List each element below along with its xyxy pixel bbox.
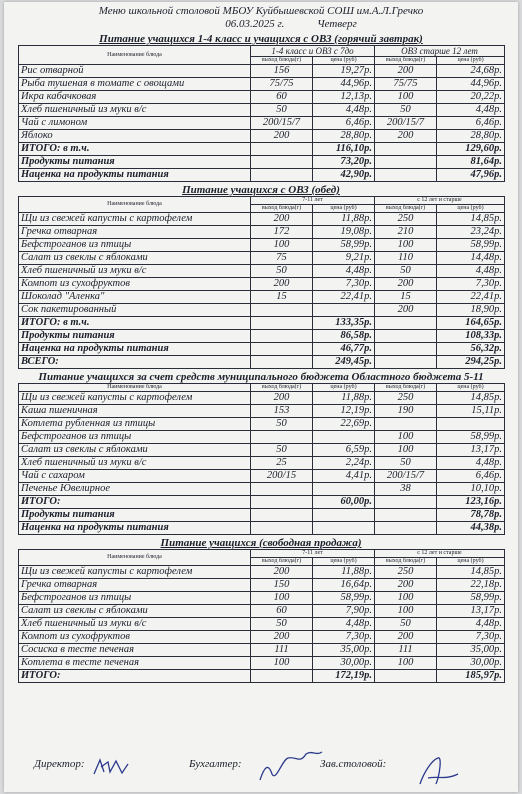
- portion-cell: 200: [251, 278, 313, 291]
- total-row: [19, 330, 505, 343]
- dish-name-cell: ВСЕГО:: [19, 356, 251, 369]
- price-cell: 46,77р.: [313, 343, 375, 356]
- dish-name-cell: Сосиска в тесте печеная: [19, 644, 251, 657]
- head-canteen-label: Зав.столовой:: [320, 758, 387, 770]
- head-canteen-signature: [414, 754, 464, 788]
- dish-name-cell: Щи из свежей капусты с картофелем: [19, 213, 251, 226]
- price-cell: 86,58р.: [313, 330, 375, 343]
- price-cell: 56,32р.: [437, 343, 505, 356]
- column-header-dish: Наименование блюда: [19, 550, 251, 566]
- dish-name-cell: Салат из свеклы с яблоками: [19, 444, 251, 457]
- portion-cell: 200: [375, 631, 437, 644]
- dish-row: [19, 483, 505, 496]
- price-cell: 47,96р.: [437, 169, 505, 182]
- dish-row: [19, 566, 505, 579]
- price-cell: 294,25р.: [437, 356, 505, 369]
- column-subheader: выход блюда(г): [375, 205, 437, 213]
- portion-cell: [375, 496, 437, 509]
- total-row: [19, 317, 505, 330]
- price-cell: 35,00р.: [313, 644, 375, 657]
- portion-cell: 250: [375, 566, 437, 579]
- price-cell: 129,60р.: [437, 143, 505, 156]
- dish-name-cell: Продукты питания: [19, 330, 251, 343]
- price-cell: 14,85р.: [437, 566, 505, 579]
- dish-row: [19, 117, 505, 130]
- total-row: [19, 343, 505, 356]
- portion-cell: 50: [251, 618, 313, 631]
- portion-cell: 50: [251, 444, 313, 457]
- column-header-dish: Наименование блюда: [19, 46, 251, 65]
- price-cell: 78,78р.: [437, 509, 505, 522]
- dish-row: [19, 431, 505, 444]
- dish-row: [19, 618, 505, 631]
- portion-cell: [375, 156, 437, 169]
- portion-cell: [375, 509, 437, 522]
- menu-date-line: [64, 18, 518, 31]
- dish-row: [19, 392, 505, 405]
- price-cell: 60,00р.: [313, 496, 375, 509]
- group-header-1: 7-11 лет: [251, 550, 375, 558]
- dish-name-cell: Шоколад "Аленка": [19, 291, 251, 304]
- menu-day: Четверг: [317, 18, 357, 30]
- column-subheader: выход блюда(г): [375, 384, 437, 392]
- column-subheader: выход блюда(г): [251, 558, 313, 566]
- price-cell: 15,11р.: [437, 405, 505, 418]
- price-cell: 116,10р.: [313, 143, 375, 156]
- portion-cell: 100: [375, 605, 437, 618]
- dish-row: [19, 657, 505, 670]
- dish-name-cell: Продукты питания: [19, 509, 251, 522]
- price-cell: [313, 483, 375, 496]
- portion-cell: 200/15: [251, 470, 313, 483]
- portion-cell: 100: [375, 91, 437, 104]
- portion-cell: 15: [375, 291, 437, 304]
- price-cell: 7,30р.: [313, 631, 375, 644]
- price-cell: 4,48р.: [313, 618, 375, 631]
- total-row: [19, 509, 505, 522]
- portion-cell: 50: [375, 618, 437, 631]
- price-cell: 2,24р.: [313, 457, 375, 470]
- price-cell: 11,88р.: [313, 213, 375, 226]
- dish-row: [19, 605, 505, 618]
- portion-cell: [375, 330, 437, 343]
- column-subheader: цена (руб): [437, 384, 505, 392]
- portion-cell: 210: [375, 226, 437, 239]
- portion-cell: 60: [251, 605, 313, 618]
- price-cell: 73,20р.: [313, 156, 375, 169]
- price-cell: 6,46р.: [313, 117, 375, 130]
- portion-cell: 111: [375, 644, 437, 657]
- dish-row: [19, 278, 505, 291]
- price-cell: 9,21р.: [313, 252, 375, 265]
- dish-name-cell: Щи из свежей капусты с картофелем: [19, 392, 251, 405]
- price-cell: 19,08р.: [313, 226, 375, 239]
- portion-cell: [251, 356, 313, 369]
- price-cell: 19,27р.: [313, 65, 375, 78]
- portion-cell: 75/75: [375, 78, 437, 91]
- group-header-2: ОВЗ старше 12 лет: [375, 46, 505, 57]
- dish-row: [19, 444, 505, 457]
- price-cell: 58,99р.: [437, 431, 505, 444]
- price-cell: 14,48р.: [437, 252, 505, 265]
- portion-cell: 50: [251, 265, 313, 278]
- menu-sheet: [4, 2, 518, 792]
- dish-row: [19, 252, 505, 265]
- dish-row: [19, 304, 505, 317]
- price-cell: 6,46р.: [437, 470, 505, 483]
- price-cell: 44,96р.: [437, 78, 505, 91]
- price-cell: 28,80р.: [313, 130, 375, 143]
- dish-row: [19, 213, 505, 226]
- dish-name-cell: Компот из сухофруктов: [19, 278, 251, 291]
- group-header-2: с 12 лет и старше: [375, 550, 505, 558]
- portion-cell: 200: [251, 392, 313, 405]
- portion-cell: 156: [251, 65, 313, 78]
- portion-cell: 200: [251, 213, 313, 226]
- dish-row: [19, 226, 505, 239]
- price-cell: 13,17р.: [437, 444, 505, 457]
- column-subheader: выход блюда(г): [251, 57, 313, 65]
- price-cell: 20,22р.: [437, 91, 505, 104]
- portion-cell: 250: [375, 213, 437, 226]
- total-row: [19, 156, 505, 169]
- portion-cell: [251, 304, 313, 317]
- dish-name-cell: Рис отварной: [19, 65, 251, 78]
- price-cell: 22,41р.: [437, 291, 505, 304]
- section2-title: Питание учащихся с ОВЗ (обед): [182, 184, 340, 196]
- portion-cell: 100: [251, 239, 313, 252]
- price-cell: 24,68р.: [437, 65, 505, 78]
- price-cell: 6,46р.: [437, 117, 505, 130]
- dish-row: [19, 291, 505, 304]
- price-cell: 11,88р.: [313, 566, 375, 579]
- portion-cell: 50: [375, 457, 437, 470]
- dish-row: [19, 65, 505, 78]
- total-row: [19, 356, 505, 369]
- portion-cell: 200: [251, 566, 313, 579]
- portion-cell: [375, 670, 437, 683]
- price-cell: [437, 418, 505, 431]
- column-subheader: цена (руб): [313, 558, 375, 566]
- menu-date: 06.03.2025 г.: [225, 18, 285, 30]
- portion-cell: 190: [375, 405, 437, 418]
- dish-name-cell: Наценка на продукты питания: [19, 343, 251, 356]
- dish-row: [19, 418, 505, 431]
- portion-cell: 100: [375, 431, 437, 444]
- portion-cell: 100: [375, 657, 437, 670]
- signature-footer: [34, 758, 514, 788]
- portion-cell: [375, 169, 437, 182]
- price-cell: 30,00р.: [313, 657, 375, 670]
- portion-cell: 100: [375, 239, 437, 252]
- dish-name-cell: ИТОГО:: [19, 496, 251, 509]
- price-cell: 10,10р.: [437, 483, 505, 496]
- price-cell: 133,35р.: [313, 317, 375, 330]
- column-subheader: цена (руб): [437, 205, 505, 213]
- dish-name-cell: Хлеб пшеничный из муки в/с: [19, 618, 251, 631]
- portion-cell: 200: [251, 130, 313, 143]
- dish-name-cell: Хлеб пшеничный из муки в/с: [19, 457, 251, 470]
- group-header-2: с 12 лет и старше: [375, 197, 505, 205]
- accountant-label: Бухгалтер:: [189, 758, 242, 770]
- price-cell: 12,13р.: [313, 91, 375, 104]
- accountant-signature: [256, 748, 326, 784]
- price-cell: 13,17р.: [437, 605, 505, 618]
- price-cell: 172,19р.: [313, 670, 375, 683]
- total-row: [19, 169, 505, 182]
- portion-cell: 38: [375, 483, 437, 496]
- portion-cell: [251, 522, 313, 535]
- portion-cell: 100: [251, 592, 313, 605]
- dish-name-cell: Котлета в тесте печеная: [19, 657, 251, 670]
- portion-cell: 250: [375, 392, 437, 405]
- portion-cell: 200: [251, 631, 313, 644]
- dish-name-cell: Печенье Ювелирное: [19, 483, 251, 496]
- portion-cell: 75/75: [251, 78, 313, 91]
- price-cell: 6,59р.: [313, 444, 375, 457]
- dish-row: [19, 130, 505, 143]
- dish-name-cell: ИТОГО: в т.ч.: [19, 143, 251, 156]
- portion-cell: 50: [251, 418, 313, 431]
- price-cell: 23,24р.: [437, 226, 505, 239]
- portion-cell: 75: [251, 252, 313, 265]
- dish-name-cell: Гречка отварная: [19, 226, 251, 239]
- dish-name-cell: Хлеб пшеничный из муки в/с: [19, 104, 251, 117]
- portion-cell: [251, 431, 313, 444]
- portion-cell: 200: [375, 278, 437, 291]
- section4-title: Питание учащихся (свободная продажа): [160, 537, 362, 549]
- portion-cell: [251, 509, 313, 522]
- portion-cell: 50: [375, 265, 437, 278]
- portion-cell: [375, 418, 437, 431]
- price-cell: [313, 522, 375, 535]
- price-cell: 4,48р.: [437, 457, 505, 470]
- director-signature: [92, 756, 132, 778]
- price-cell: 4,48р.: [437, 265, 505, 278]
- dish-name-cell: Хлеб пшеничный из муки в/с: [19, 265, 251, 278]
- price-cell: 81,64р.: [437, 156, 505, 169]
- dish-name-cell: Продукты питания: [19, 156, 251, 169]
- price-cell: 7,30р.: [437, 631, 505, 644]
- dish-row: [19, 644, 505, 657]
- total-row: [19, 143, 505, 156]
- price-cell: 4,48р.: [313, 265, 375, 278]
- price-cell: 28,80р.: [437, 130, 505, 143]
- dish-row: [19, 592, 505, 605]
- dish-name-cell: Наценка на продукты питания: [19, 169, 251, 182]
- director-label: Директор:: [34, 758, 85, 770]
- dish-name-cell: Чай с лимоном: [19, 117, 251, 130]
- dish-name-cell: Котлета рубленная из птицы: [19, 418, 251, 431]
- price-cell: 44,38р.: [437, 522, 505, 535]
- dish-name-cell: Наценка на продукты питания: [19, 522, 251, 535]
- dish-row: [19, 631, 505, 644]
- portion-cell: 200: [375, 304, 437, 317]
- portion-cell: 100: [375, 592, 437, 605]
- dish-name-cell: Икра кабачковая: [19, 91, 251, 104]
- dish-name-cell: Рыба тушеная в томате с овощами: [19, 78, 251, 91]
- group-header-1: 1-4 класс и ОВЗ с 7до: [251, 46, 375, 57]
- column-subheader: цена (руб): [437, 558, 505, 566]
- price-cell: [313, 431, 375, 444]
- portion-cell: 200/15/7: [375, 470, 437, 483]
- dish-name-cell: Компот из сухофруктов: [19, 631, 251, 644]
- portion-cell: 200: [375, 579, 437, 592]
- portion-cell: 200/15/7: [375, 117, 437, 130]
- column-subheader: цена (руб): [313, 57, 375, 65]
- group-header-1: 7-11 лет: [251, 197, 375, 205]
- dish-name-cell: Бефстроганов из птицы: [19, 239, 251, 252]
- column-subheader: цена (руб): [437, 57, 505, 65]
- dish-name-cell: Салат из свеклы с яблоками: [19, 252, 251, 265]
- free-sale-table: [18, 549, 505, 683]
- dish-name-cell: Гречка отварная: [19, 579, 251, 592]
- price-cell: 16,64р.: [313, 579, 375, 592]
- dish-row: [19, 470, 505, 483]
- price-cell: 58,99р.: [313, 592, 375, 605]
- price-cell: 12,19р.: [313, 405, 375, 418]
- price-cell: 249,45р.: [313, 356, 375, 369]
- portion-cell: [251, 143, 313, 156]
- dish-row: [19, 405, 505, 418]
- dish-name-cell: Чай с сахаром: [19, 470, 251, 483]
- price-cell: 7,90р.: [313, 605, 375, 618]
- dish-row: [19, 91, 505, 104]
- dish-name-cell: Бефстроганов из птицы: [19, 431, 251, 444]
- portion-cell: [251, 496, 313, 509]
- price-cell: 58,99р.: [313, 239, 375, 252]
- portion-cell: 60: [251, 91, 313, 104]
- dish-row: [19, 265, 505, 278]
- portion-cell: 200: [375, 130, 437, 143]
- price-cell: 7,30р.: [313, 278, 375, 291]
- price-cell: 42,90р.: [313, 169, 375, 182]
- column-subheader: выход блюда(г): [375, 558, 437, 566]
- price-cell: 164,65р.: [437, 317, 505, 330]
- portion-cell: [375, 143, 437, 156]
- column-header-dish: Наименование блюда: [19, 384, 251, 392]
- price-cell: [313, 304, 375, 317]
- portion-cell: [375, 343, 437, 356]
- dish-row: [19, 239, 505, 252]
- dish-name-cell: Яблоко: [19, 130, 251, 143]
- price-cell: 4,48р.: [437, 618, 505, 631]
- portion-cell: [375, 522, 437, 535]
- portion-cell: 110: [375, 252, 437, 265]
- dish-name-cell: Щи из свежей капусты с картофелем: [19, 566, 251, 579]
- dish-row: [19, 78, 505, 91]
- portion-cell: [375, 356, 437, 369]
- portion-cell: [375, 317, 437, 330]
- column-subheader: цена (руб): [313, 205, 375, 213]
- column-subheader: выход блюда(г): [251, 384, 313, 392]
- portion-cell: [251, 169, 313, 182]
- portion-cell: 15: [251, 291, 313, 304]
- portion-cell: [251, 330, 313, 343]
- portion-cell: 153: [251, 405, 313, 418]
- price-cell: 14,85р.: [437, 392, 505, 405]
- price-cell: 11,88р.: [313, 392, 375, 405]
- portion-cell: 200: [375, 65, 437, 78]
- portion-cell: 100: [251, 657, 313, 670]
- breakfast-table: [18, 45, 505, 182]
- school-title: Меню школьной столовой МБОУ Куйбышевской СОШ им.А.Л.Гречко: [98, 5, 424, 17]
- lunch-table: [18, 196, 505, 369]
- price-cell: 58,99р.: [437, 239, 505, 252]
- total-row: [19, 670, 505, 683]
- price-cell: 4,48р.: [313, 104, 375, 117]
- price-cell: 4,48р.: [437, 104, 505, 117]
- price-cell: 44,96р.: [313, 78, 375, 91]
- price-cell: 22,41р.: [313, 291, 375, 304]
- portion-cell: 50: [375, 104, 437, 117]
- price-cell: 7,30р.: [437, 278, 505, 291]
- dish-name-cell: Каша пшеничная: [19, 405, 251, 418]
- dish-name-cell: Салат из свеклы с яблоками: [19, 605, 251, 618]
- portion-cell: [251, 156, 313, 169]
- total-row: [19, 496, 505, 509]
- column-subheader: выход блюда(г): [251, 205, 313, 213]
- price-cell: 185,97р.: [437, 670, 505, 683]
- section3-title: Питание учащихся за счет средств муниципального бюджета Областного бюджета 5-11: [38, 371, 484, 383]
- portion-cell: 150: [251, 579, 313, 592]
- price-cell: 30,00р.: [437, 657, 505, 670]
- portion-cell: 25: [251, 457, 313, 470]
- budget-table: [18, 383, 505, 535]
- dish-row: [19, 579, 505, 592]
- price-cell: 35,00р.: [437, 644, 505, 657]
- portion-cell: [251, 343, 313, 356]
- column-subheader: цена (руб): [313, 384, 375, 392]
- price-cell: 4,41р.: [313, 470, 375, 483]
- total-row: [19, 522, 505, 535]
- price-cell: 108,33р.: [437, 330, 505, 343]
- price-cell: 14,85р.: [437, 213, 505, 226]
- portion-cell: [251, 670, 313, 683]
- portion-cell: 111: [251, 644, 313, 657]
- price-cell: 22,69р.: [313, 418, 375, 431]
- price-cell: 18,90р.: [437, 304, 505, 317]
- dish-row: [19, 104, 505, 117]
- dish-row: [19, 457, 505, 470]
- dish-name-cell: Бефстроганов из птицы: [19, 592, 251, 605]
- column-header-dish: Наименование блюда: [19, 197, 251, 213]
- price-cell: 22,18р.: [437, 579, 505, 592]
- column-subheader: выход блюда(г): [375, 57, 437, 65]
- portion-cell: 100: [375, 444, 437, 457]
- price-cell: 58,99р.: [437, 592, 505, 605]
- price-cell: 123,16р.: [437, 496, 505, 509]
- dish-name-cell: Сок пакетированный: [19, 304, 251, 317]
- portion-cell: 200/15/7: [251, 117, 313, 130]
- price-cell: [313, 509, 375, 522]
- dish-name-cell: ИТОГО: в т.ч.: [19, 317, 251, 330]
- portion-cell: [251, 317, 313, 330]
- portion-cell: 50: [251, 104, 313, 117]
- portion-cell: 172: [251, 226, 313, 239]
- portion-cell: [251, 483, 313, 496]
- dish-name-cell: ИТОГО:: [19, 670, 251, 683]
- section1-title: Питание учащихся 1-4 класс и учащихся с ОВЗ (горячий завтрак): [99, 33, 423, 45]
